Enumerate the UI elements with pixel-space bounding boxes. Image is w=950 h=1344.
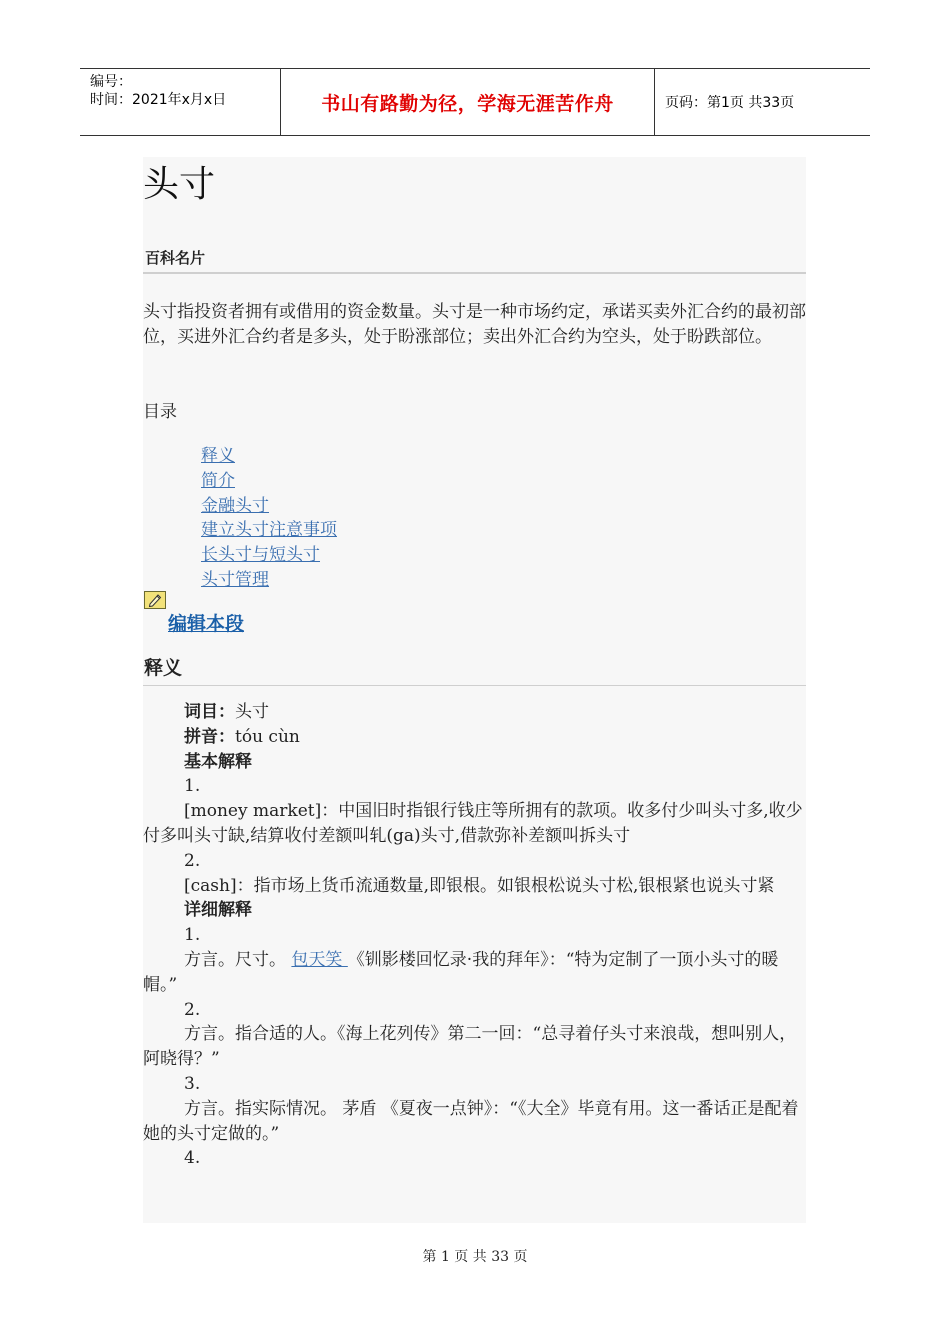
basic-heading: 基本解释 (184, 751, 252, 772)
detail-2-text: 方言。指合适的人。《海上花列传》第二一回：“总寻着仔头寸来浪哉，想叫别人，阿晓得？” (143, 1024, 797, 1070)
toc-title: 目录 (143, 402, 177, 422)
basic-1-text: [money market]：中国旧时指银行钱庄等所拥有的款项。收多付少叫头寸多,收少付多叫头寸缺,结算收付差额叫轧(ga)头寸,借款弥补差额叫拆头寸 (143, 801, 803, 846)
edit-section-link[interactable]: 编辑本段 (168, 613, 245, 635)
toc-link-jinrong[interactable]: 金融头寸 (201, 495, 269, 516)
table-of-contents (201, 444, 337, 593)
detail-1-text: 方言。尺寸。 包天笑 《钏影楼回忆录·我的拜年》：“特为定制了一顶小头寸的暖帽。” (143, 949, 779, 995)
divider (143, 272, 806, 274)
basic-2-text: [cash]：指市场上货币流通数量,即银根。如银根松说头寸松,银根紧也说头寸紧 (184, 875, 775, 896)
toc-item (201, 494, 337, 519)
detail-3-text: 方言。指实际情况。 茅盾 《夏夜一点钟》：“《大全》毕竟有用。这一番话正是配着她的头寸定做的。” (143, 1098, 799, 1144)
detail-2-num: 2. (184, 999, 201, 1020)
serial-label: 编号： (90, 74, 132, 90)
page-title: 头寸 (143, 164, 216, 205)
article-panel (143, 157, 806, 1223)
header-page-info: 页码：第1页 共33页 (665, 95, 795, 111)
toc-item (201, 518, 337, 543)
toc-link-guanli[interactable]: 头寸管理 (201, 569, 269, 590)
section-divider (143, 685, 806, 686)
author-link-bao-tianxiao[interactable]: 包天笑 (291, 949, 348, 970)
pinyin-value: tóu cùn (235, 726, 300, 747)
toc-link-changduan[interactable]: 长头寸与短头寸 (201, 545, 320, 566)
toc-item (201, 444, 337, 469)
intro-paragraph: 头寸指投资者拥有或借用的资金数量。头寸是一种市场约定，承诺买卖外汇合约的最初部位，买进外汇合约者是多头，处于盼涨部位；卖出外汇合约为空头，处于盼跌部位。 (143, 302, 806, 347)
toc-link-shiyi[interactable]: 释义 (201, 446, 235, 466)
detail-heading: 详细解释 (184, 900, 252, 921)
edit-icon[interactable] (144, 591, 166, 609)
header-meta (80, 69, 281, 135)
toc-item (201, 469, 337, 494)
section-heading: 释义 (144, 657, 183, 679)
detail-4-num: 4. (184, 1148, 201, 1169)
pinyin-line (143, 725, 806, 750)
date-label: 时间：2021年x月x日 (90, 92, 227, 108)
entry-line (143, 700, 806, 725)
entry-label: 词目： (184, 702, 235, 722)
document-header (80, 68, 870, 136)
header-motto: 书山有路勤为径，学海无涯苦作舟 (281, 69, 655, 135)
toc-link-jianjie[interactable]: 简介 (201, 470, 235, 491)
toc-item (201, 543, 337, 568)
toc-item (201, 568, 337, 593)
basic-1-num: 1. (184, 776, 201, 797)
pinyin-label: 拼音： (184, 726, 235, 747)
card-label: 百科名片 (145, 249, 206, 267)
page-footer: 第 1 页 共 33 页 (422, 1249, 528, 1265)
detail-3-num: 3. (184, 1073, 201, 1094)
toc-link-zhuyi[interactable]: 建立头寸注意事项 (201, 520, 337, 541)
basic-2-num: 2. (184, 850, 201, 871)
edit-pencil-icon (145, 592, 165, 608)
detail-1-num: 1. (184, 925, 201, 946)
entry-value: 头寸 (235, 702, 269, 722)
definition-body (143, 700, 806, 1171)
